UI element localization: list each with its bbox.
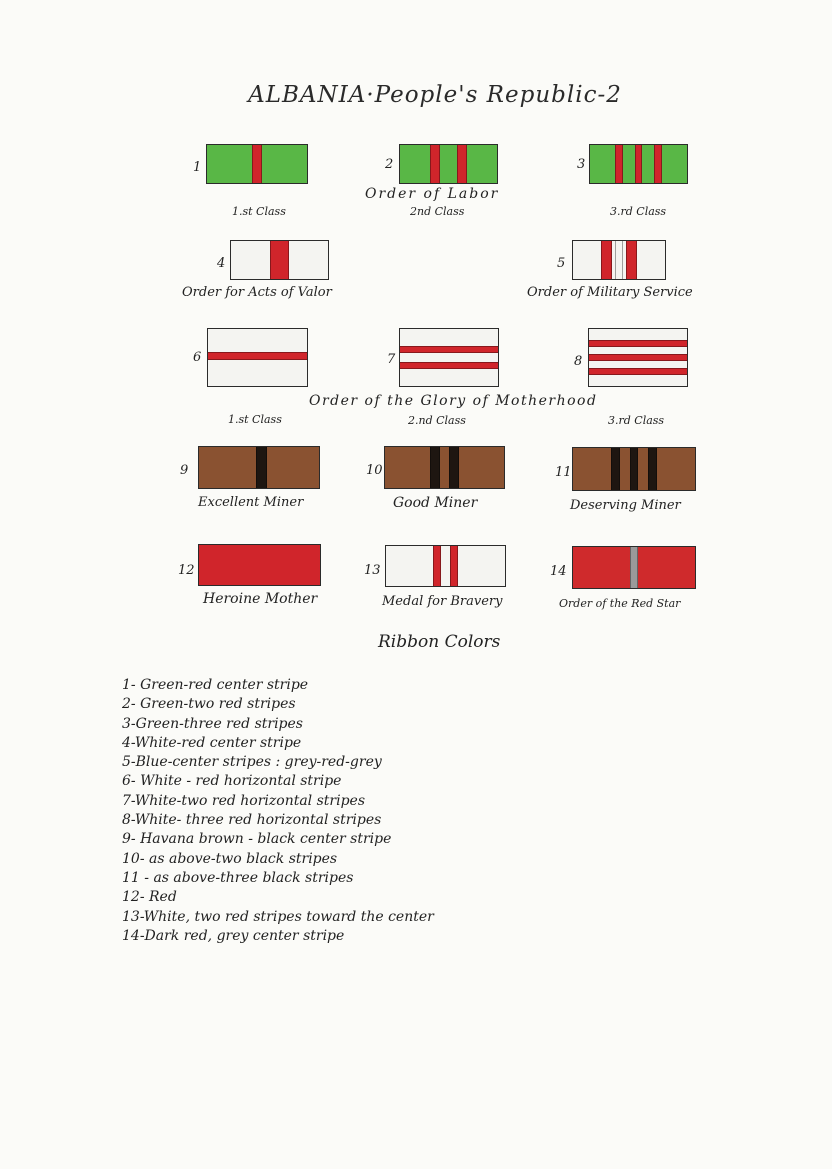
- ribbon-2: [399, 144, 498, 184]
- ribbon-stripe: [654, 145, 662, 183]
- ribbon-number: 10: [366, 463, 383, 478]
- ribbon-number: 14: [550, 564, 567, 579]
- legend-item: 12- Red: [122, 889, 177, 906]
- ribbon-12: [198, 544, 321, 586]
- ribbon-stripe: [433, 546, 441, 586]
- ribbon-9: [198, 446, 320, 489]
- ribbon-1: [206, 144, 308, 184]
- ribbon-5-label: Order of Military Service: [527, 285, 693, 300]
- ribbon-stripe: [626, 241, 637, 279]
- ribbon-stripe: [450, 546, 458, 586]
- ribbon-stripe: [457, 145, 467, 183]
- ribbon-4-label: Order for Acts of Valor: [182, 285, 332, 300]
- ribbon-stripe: [635, 145, 643, 183]
- ribbon-10-label: Good Miner: [393, 495, 478, 511]
- ribbon-stripe: [400, 346, 498, 353]
- ribbon-number: 12: [178, 563, 195, 578]
- ribbon-stripe: [208, 352, 307, 360]
- ribbon-stripe: [611, 448, 620, 490]
- ribbon-stripe: [648, 448, 657, 490]
- ribbon-14: [572, 546, 696, 589]
- ribbon-stripe: [449, 447, 459, 488]
- ribbon-stripe: [430, 145, 440, 183]
- ribbon-number: 5: [557, 256, 566, 271]
- ribbon-8-label: 3.rd Class: [608, 414, 665, 427]
- ribbon-stripe: [615, 145, 623, 183]
- ribbon-7-sublabel: 2.nd Class: [408, 414, 466, 427]
- ribbon-5: [572, 240, 666, 280]
- legend-heading: Ribbon Colors: [378, 632, 501, 652]
- ribbon-number: 7: [387, 352, 396, 367]
- ribbon-11: [572, 447, 696, 491]
- ribbon-12-label: Heroine Mother: [203, 591, 318, 607]
- ribbon-8: [588, 328, 688, 387]
- ribbon-11-label: Deserving Miner: [570, 498, 681, 513]
- ribbon-6-label: 1.st Class: [228, 413, 282, 426]
- ribbon-6: [207, 328, 308, 387]
- ribbon-number: 1: [193, 160, 202, 175]
- ribbon-stripe: [589, 368, 687, 375]
- ribbon-number: 4: [217, 256, 226, 271]
- ribbon-3-label: 3.rd Class: [610, 205, 667, 218]
- ribbon-7: [399, 328, 499, 387]
- ribbon-4: [230, 240, 329, 280]
- ribbon-2-label: Order of Labor: [365, 186, 500, 202]
- legend-item: 11 - as above-three black stripes: [122, 869, 354, 886]
- legend-item: 9- Havana brown - black center stripe: [122, 831, 392, 848]
- legend-item: 13-White, two red stripes toward the center: [122, 908, 434, 925]
- ribbon-stripe: [601, 241, 612, 279]
- ribbon-stripe: [430, 447, 440, 488]
- ribbon-stripe: [252, 145, 262, 183]
- ribbon-10: [384, 446, 505, 489]
- ribbon-stripe: [256, 447, 267, 488]
- ribbon-stripe: [589, 354, 687, 361]
- ribbon-number: 13: [364, 563, 381, 578]
- legend-item: 3-Green-three red stripes: [122, 715, 303, 732]
- ribbon-2-sublabel: 2nd Class: [410, 205, 465, 218]
- ribbon-3: [589, 144, 688, 184]
- ribbon-14-label: Order of the Red Star: [559, 597, 681, 610]
- ribbon-number: 11: [555, 465, 572, 480]
- legend-item: 1- Green-red center stripe: [122, 677, 309, 693]
- ribbon-13: [385, 545, 506, 587]
- legend-item: 6- White - red horizontal stripe: [122, 773, 342, 790]
- ribbon-stripe: [630, 547, 639, 588]
- ribbon-number: 3: [577, 157, 586, 172]
- ribbon-color-legend: [122, 676, 434, 946]
- ribbon-stripe: [615, 241, 622, 279]
- ribbon-number: 9: [180, 463, 189, 478]
- legend-item: 2- Green-two red stripes: [122, 696, 296, 713]
- ribbon-stripe: [400, 362, 498, 369]
- ribbon-9-label: Excellent Miner: [198, 495, 304, 510]
- legend-item: 7-White-two red horizontal stripes: [122, 792, 366, 809]
- legend-item: 8-White- three red horizontal stripes: [122, 812, 382, 829]
- ribbon-1-label: 1.st Class: [232, 205, 286, 218]
- legend-item: 14-Dark red, grey center stripe: [122, 927, 345, 944]
- page-title: ALBANIA·People's Republic-2: [248, 82, 622, 108]
- legend-item: 10- as above-two black stripes: [122, 850, 338, 867]
- ribbon-stripe: [589, 340, 687, 347]
- ribbon-stripe: [270, 241, 288, 279]
- ribbon-number: 2: [385, 157, 394, 172]
- ribbon-number: 8: [574, 354, 583, 369]
- ribbon-7-label: Order of the Glory of Motherhood: [309, 393, 598, 409]
- legend-item: 5-Blue-center stripes : grey-red-grey: [122, 754, 382, 771]
- ribbon-13-label: Medal for Bravery: [382, 594, 503, 609]
- ribbon-stripe: [630, 448, 639, 490]
- ribbon-number: 6: [193, 350, 202, 365]
- legend-item: 4-White-red center stripe: [122, 734, 302, 751]
